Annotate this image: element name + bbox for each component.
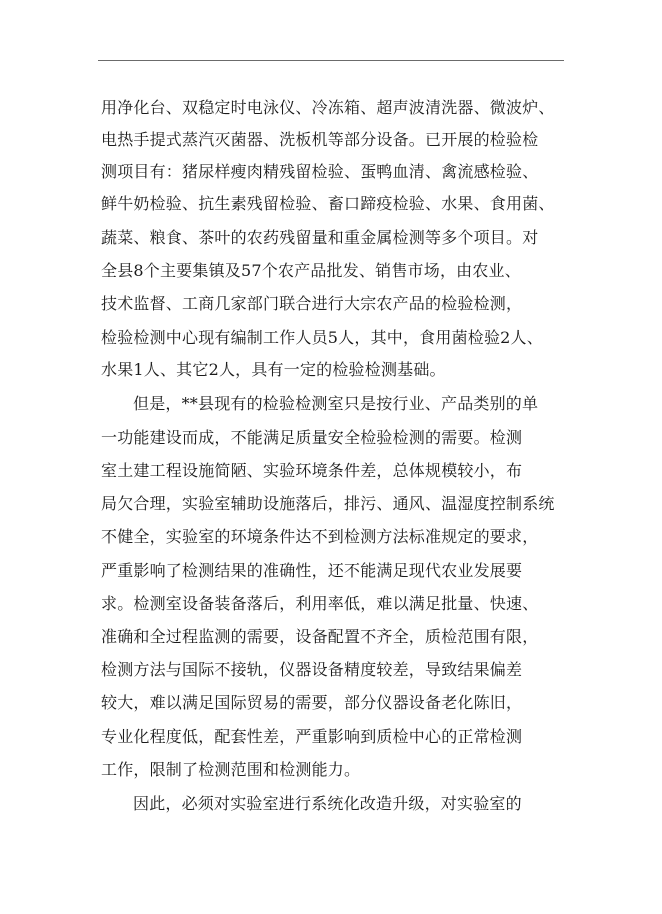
- text-line-11: 一功能建设而成，不能满足质量安全检验检测的需要。检测: [101, 428, 523, 447]
- text-line-20: 专业化程度低，配套性差，严重影响到质检中心的正常检测: [101, 727, 523, 746]
- text-line-14: 不健全，实验室的环境条件达不到检测方法标准规定的要求，: [101, 527, 539, 546]
- text-line-15: 严重影响了检测结果的准确性，还不能满足现代农业发展要: [101, 561, 523, 580]
- header-rule: [98, 60, 564, 61]
- text-line-7: 技术监督、工商几家部门联合进行大宗农产品的检验检测，: [101, 294, 523, 313]
- text-line-19: 较大，难以满足国际贸易的需要，部分仪器设备老化陈旧，: [101, 693, 523, 712]
- text-line-13: 局欠合理，实验室辅助设施落后，排污、通风、温湿度控制系统: [101, 494, 555, 513]
- text-line-5: 蔬菜、粮食、茶叶的农药残留量和重金属检测等多个项目。对: [101, 228, 539, 247]
- text-line-8: 检验检测中心现有编制工作人员5人，其中，食用菌检验2人、: [101, 328, 543, 347]
- text-line-1: 用净化台、双稳定时电泳仪、冷冻箱、超声波清洗器、微波炉、: [101, 98, 555, 117]
- text-line-21: 工作，限制了检测范围和检测能力。: [101, 760, 361, 779]
- text-line-16: 求。检测室设备装备落后，利用率低，难以满足批量、快速、: [101, 594, 539, 613]
- text-line-2: 电热手提式蒸汽灭菌器、洗板机等部分设备。已开展的检验检: [101, 130, 539, 149]
- text-line-18: 检测方法与国际不接轨，仪器设备精度较差，导致结果偏差: [101, 660, 523, 679]
- text-line-9: 水果1人、其它2人，具有一定的检验检测基础。: [101, 360, 446, 379]
- text-line-4: 鲜牛奶检验、抗生素残留检验、畜口蹄疫检验、水果、食用菌、: [101, 194, 555, 213]
- text-line-3: 测项目有：猪尿样瘦肉精残留检验、蛋鸭血清、禽流感检验、: [101, 162, 539, 181]
- text-line-6: 全县8个主要集镇及57个农产品批发、销售市场，由农业、: [101, 261, 521, 280]
- text-line-10: 但是，**县现有的检验检测室只是按行业、产品类别的单: [133, 394, 539, 413]
- text-line-22: 因此，必须对实验室进行系统化改造升级，对实验室的: [133, 794, 522, 813]
- text-line-17: 准确和全过程监测的需要，设备配置不齐全，质检范围有限，: [101, 627, 539, 646]
- text-line-12: 室土建工程设施简陋、实验环境条件差，总体规模较小，布: [101, 461, 523, 480]
